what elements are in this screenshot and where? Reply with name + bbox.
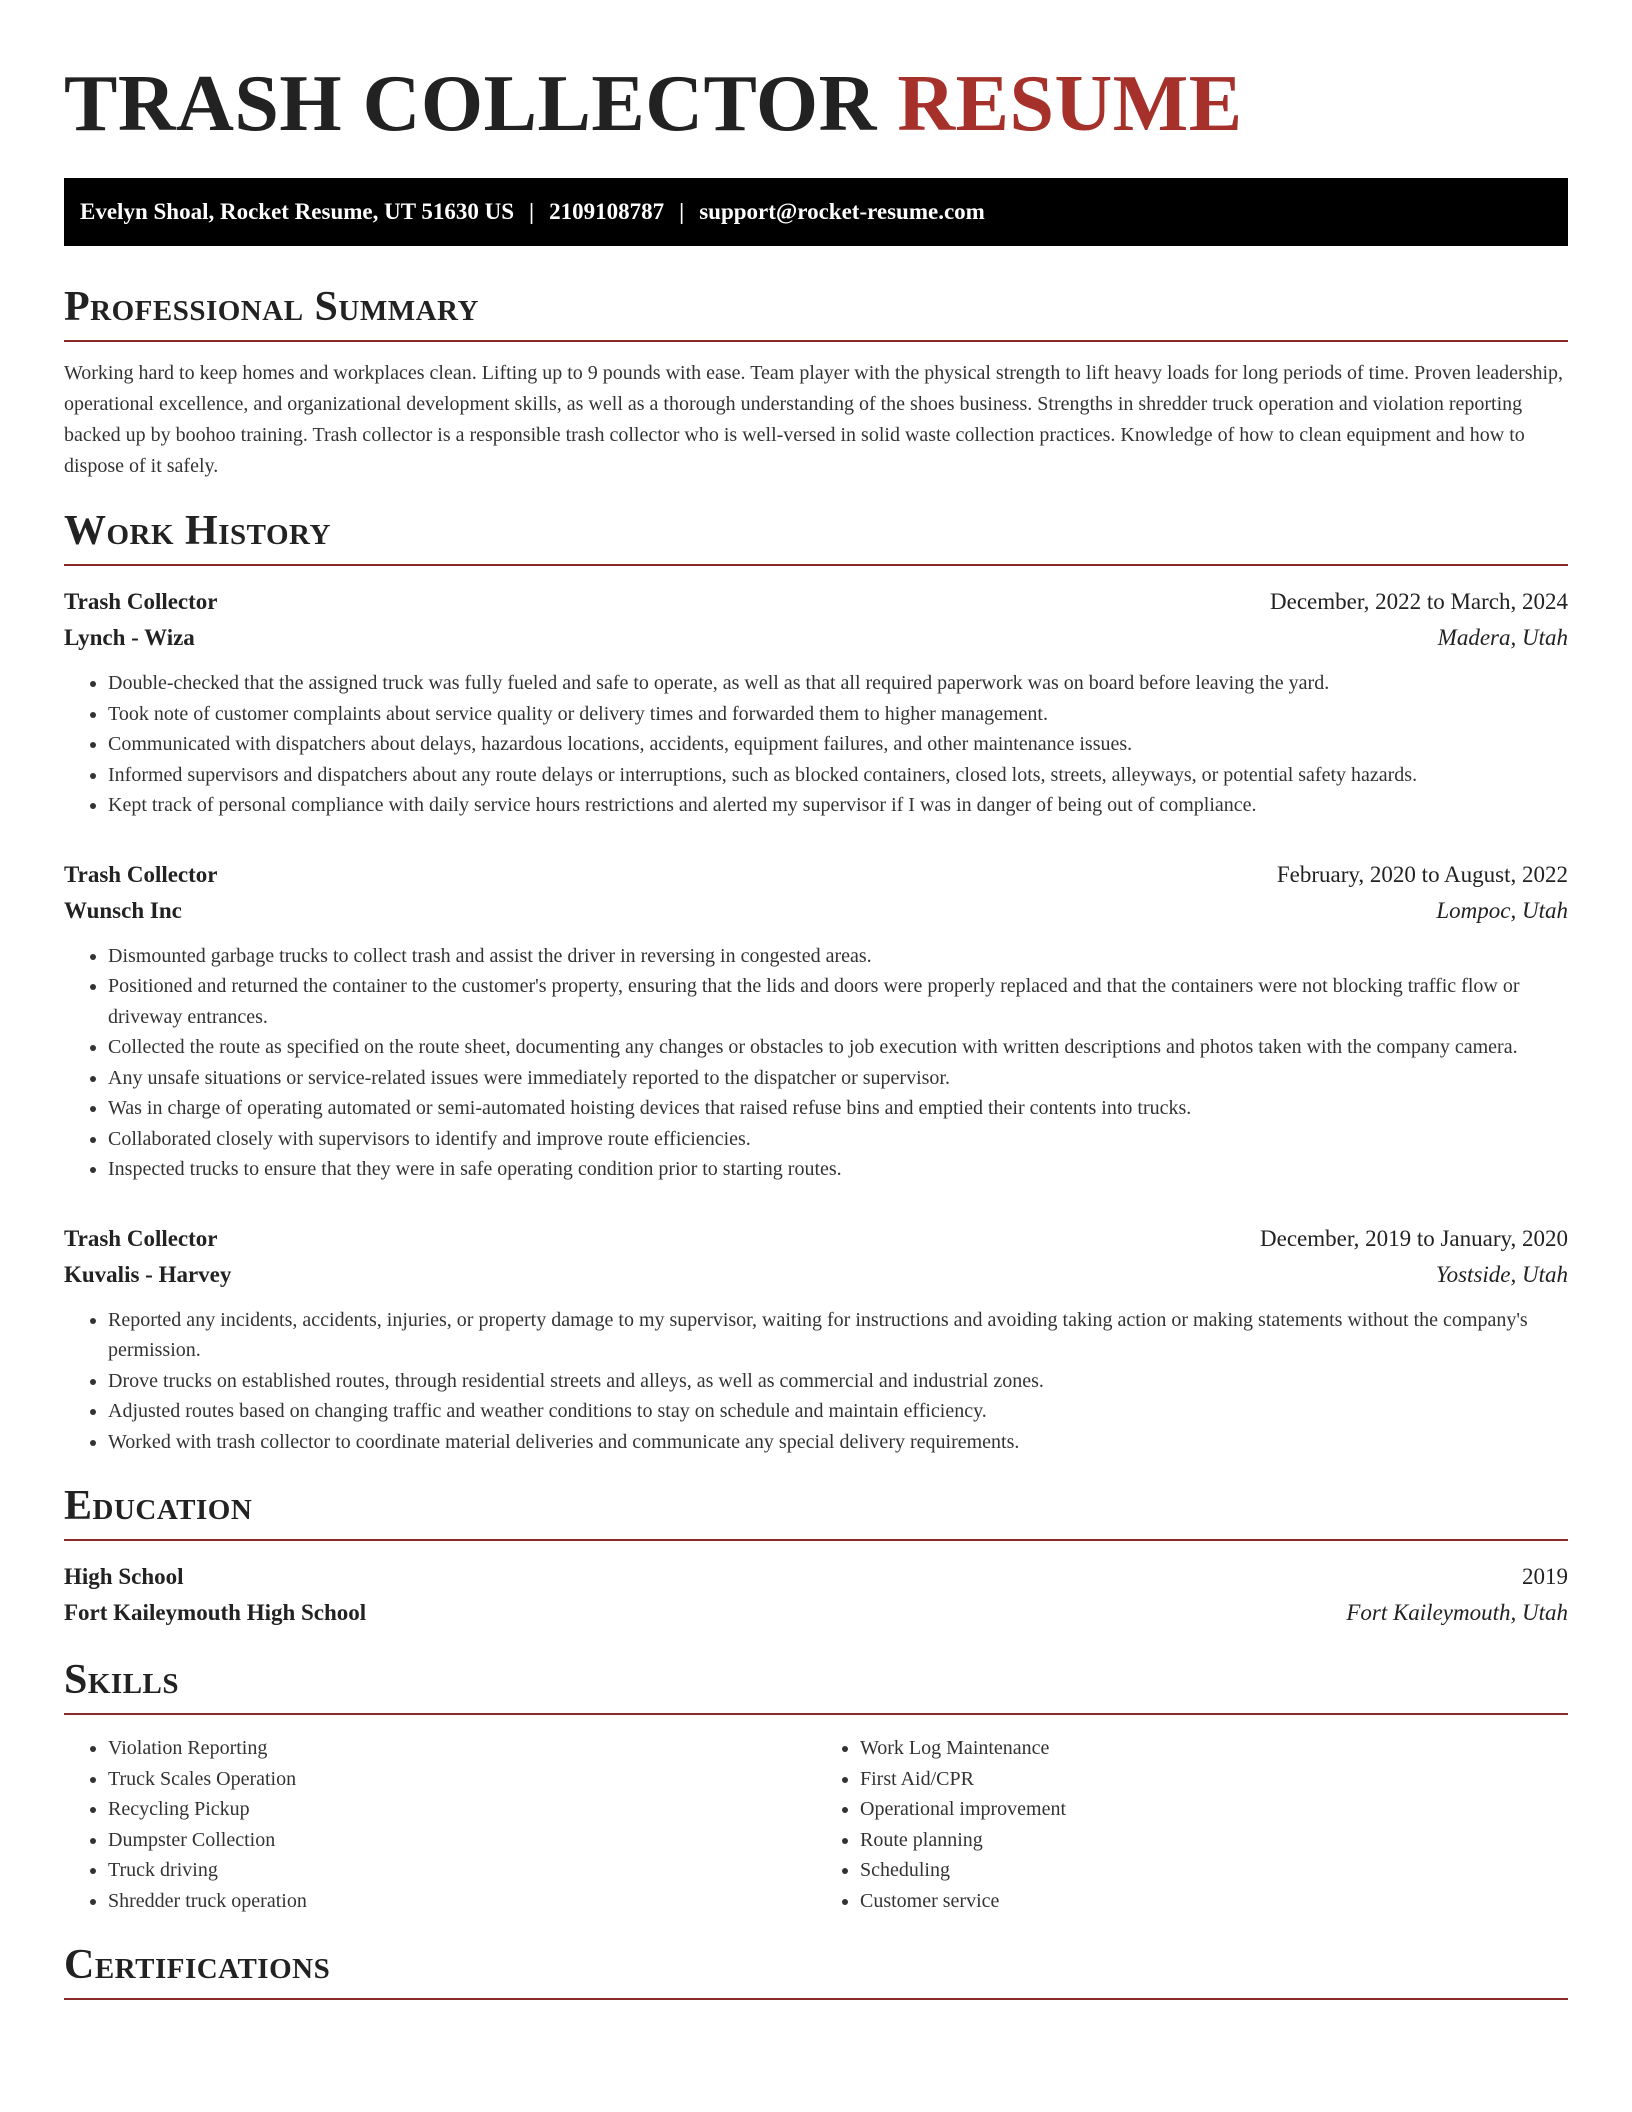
job-title: Trash Collector	[64, 589, 218, 614]
job-bullets	[64, 668, 1568, 821]
education-entry	[64, 1559, 1568, 1631]
education-school: Fort Kaileymouth High School	[64, 1600, 367, 1625]
job-entry	[64, 584, 1568, 821]
list-item: • Kept track of personal compliance with daily service hours restrictions and alerted my supervisor if I was in danger of being out of compliance.	[108, 790, 1568, 821]
work-history-section	[64, 506, 1568, 1457]
list-item: • Positioned and returned the container to the customer's property, ensuring that the lids and doors were properly replaced and that the containers were not blocking traffic flow or driveway entrances.	[108, 971, 1568, 1032]
contact-address: Evelyn Shoal, Rocket Resume, UT 51630 US	[80, 199, 515, 224]
section-heading: Professional Summary	[64, 282, 1568, 342]
list-item: • Double-checked that the assigned truck was fully fueled and safe to operate, as well as that all required paperwork was on board before leaving the yard.	[108, 668, 1568, 699]
skills-columns	[64, 1733, 1568, 1916]
job-header-row	[64, 584, 1568, 620]
skill-item: • Route planning	[860, 1825, 1568, 1856]
list-item: • Took note of customer complaints about service quality or delivery times and forwarded them to higher management.	[108, 699, 1568, 730]
skill-item: • Violation Reporting	[108, 1733, 816, 1764]
list-item: • Collected the route as specified on the route sheet, documenting any changes or obstacles to job execution with written descriptions and photos taken with the company camera.	[108, 1032, 1568, 1063]
section-heading: Skills	[64, 1655, 1568, 1715]
job-bullets	[64, 1305, 1568, 1458]
education-year: 2019	[1522, 1564, 1568, 1589]
skill-item: • Customer service	[860, 1886, 1568, 1917]
skill-item: • Operational improvement	[860, 1794, 1568, 1825]
job-company: Lynch - Wiza	[64, 625, 195, 650]
list-item: • Any unsafe situations or service-related issues were immediately reported to the dispatcher or supervisor.	[108, 1063, 1568, 1094]
contact-bar	[64, 178, 1568, 246]
section-heading: Work History	[64, 506, 1568, 566]
job-title: Trash Collector	[64, 1225, 218, 1251]
list-item: • Was in charge of operating automated or semi-automated hoisting devices that raised refuse bins and emptied their contents into trucks.	[108, 1093, 1568, 1124]
certifications-section	[64, 1940, 1568, 2020]
list-item: • Dismounted garbage trucks to collect trash and assist the driver in reversing in congested areas.	[108, 941, 1568, 972]
list-item: • Drove trucks on established routes, through residential streets and alleys, as well as commercial and industrial zones.	[108, 1366, 1568, 1397]
list-item: • Reported any incidents, accidents, injuries, or property damage to my supervisor, waiting for instructions and avoiding taking action or making statements without the company's permission.	[108, 1305, 1568, 1366]
section-heading: Certifications	[64, 1940, 1568, 2000]
job-company-row	[64, 893, 1568, 929]
certifications-content	[64, 2000, 1568, 2020]
list-item: • Informed supervisors and dispatchers about any route delays or interruptions, such as blocked containers, closed lots, streets, alleyways, or potential safety hazards.	[108, 760, 1568, 791]
job-header-row	[64, 1221, 1568, 1257]
list-item: • Inspected trucks to ensure that they were in safe operating condition prior to starting routes.	[108, 1154, 1568, 1185]
summary-text: Working hard to keep homes and workplaces clean. Lifting up to 9 pounds with ease. Team player with the physical strength to lift heavy loads for long periods of time. Proven leadership, operational excellence, and organizational development skills, as well as a thorough understanding of the shoes business. Strengths in shredder truck operation and violation reporting backed up by boohoo training. Trash collector is a responsible trash collector who is well-versed in solid waste collection practices. Knowledge of how to clean equipment and how to dispose of it safely.	[64, 362, 1564, 477]
contact-phone: 2109108787	[549, 199, 665, 224]
skills-list-right	[816, 1733, 1568, 1916]
skill-item: • Truck driving	[108, 1855, 816, 1886]
job-company-row	[64, 620, 1568, 656]
skill-item: • Scheduling	[860, 1855, 1568, 1886]
job-company-row	[64, 1257, 1568, 1293]
list-item: • Worked with trash collector to coordinate material deliveries and communicate any special delivery requirements.	[108, 1427, 1568, 1458]
education-school-row	[64, 1595, 1568, 1631]
job-entry	[64, 1221, 1568, 1458]
skill-item: • Work Log Maintenance	[860, 1733, 1568, 1764]
education-section	[64, 1481, 1568, 1631]
job-entry	[64, 857, 1568, 1185]
list-item: • Communicated with dispatchers about delays, hazardous locations, accidents, equipment failures, and other maintenance issues.	[108, 729, 1568, 760]
job-company: Kuvalis - Harvey	[64, 1261, 232, 1287]
professional-summary-section	[64, 282, 1568, 482]
job-dates: December, 2019 to January, 2020	[1260, 1225, 1568, 1251]
education-degree: High School	[64, 1564, 184, 1589]
job-title: Trash Collector	[64, 861, 218, 887]
skill-item: • Dumpster Collection	[108, 1825, 816, 1856]
job-dates: February, 2020 to August, 2022	[1276, 861, 1568, 887]
education-location: Fort Kaileymouth, Utah	[1346, 1600, 1568, 1625]
skill-item: • Shredder truck operation	[108, 1886, 816, 1917]
list-item: • Collaborated closely with supervisors to identify and improve route efficiencies.	[108, 1124, 1568, 1155]
contact-separator: |	[679, 199, 685, 224]
job-location: Yostside, Utah	[1435, 1261, 1568, 1287]
skills-list-left	[64, 1733, 816, 1916]
job-header-row	[64, 857, 1568, 893]
skills-section	[64, 1655, 1568, 1916]
job-location: Madera, Utah	[1437, 625, 1568, 650]
list-item: • Adjusted routes based on changing traffic and weather conditions to stay on schedule and maintain efficiency.	[108, 1396, 1568, 1427]
contact-email[interactable]: support@rocket-resume.com	[699, 199, 985, 224]
section-heading: Education	[64, 1481, 1568, 1541]
job-location: Lompoc, Utah	[1436, 897, 1568, 923]
job-company: Wunsch Inc	[64, 897, 182, 923]
title-main: TRASH COLLECTOR	[64, 60, 877, 148]
skill-item: • First Aid/CPR	[860, 1764, 1568, 1795]
skill-item: • Truck Scales Operation	[108, 1764, 816, 1795]
skill-item: • Recycling Pickup	[108, 1794, 816, 1825]
job-dates: December, 2022 to March, 2024	[1270, 589, 1568, 614]
title-accent: RESUME	[897, 60, 1243, 148]
resume-title	[64, 60, 1568, 148]
education-header-row	[64, 1559, 1568, 1595]
contact-separator: |	[529, 199, 535, 224]
job-bullets	[64, 941, 1568, 1185]
